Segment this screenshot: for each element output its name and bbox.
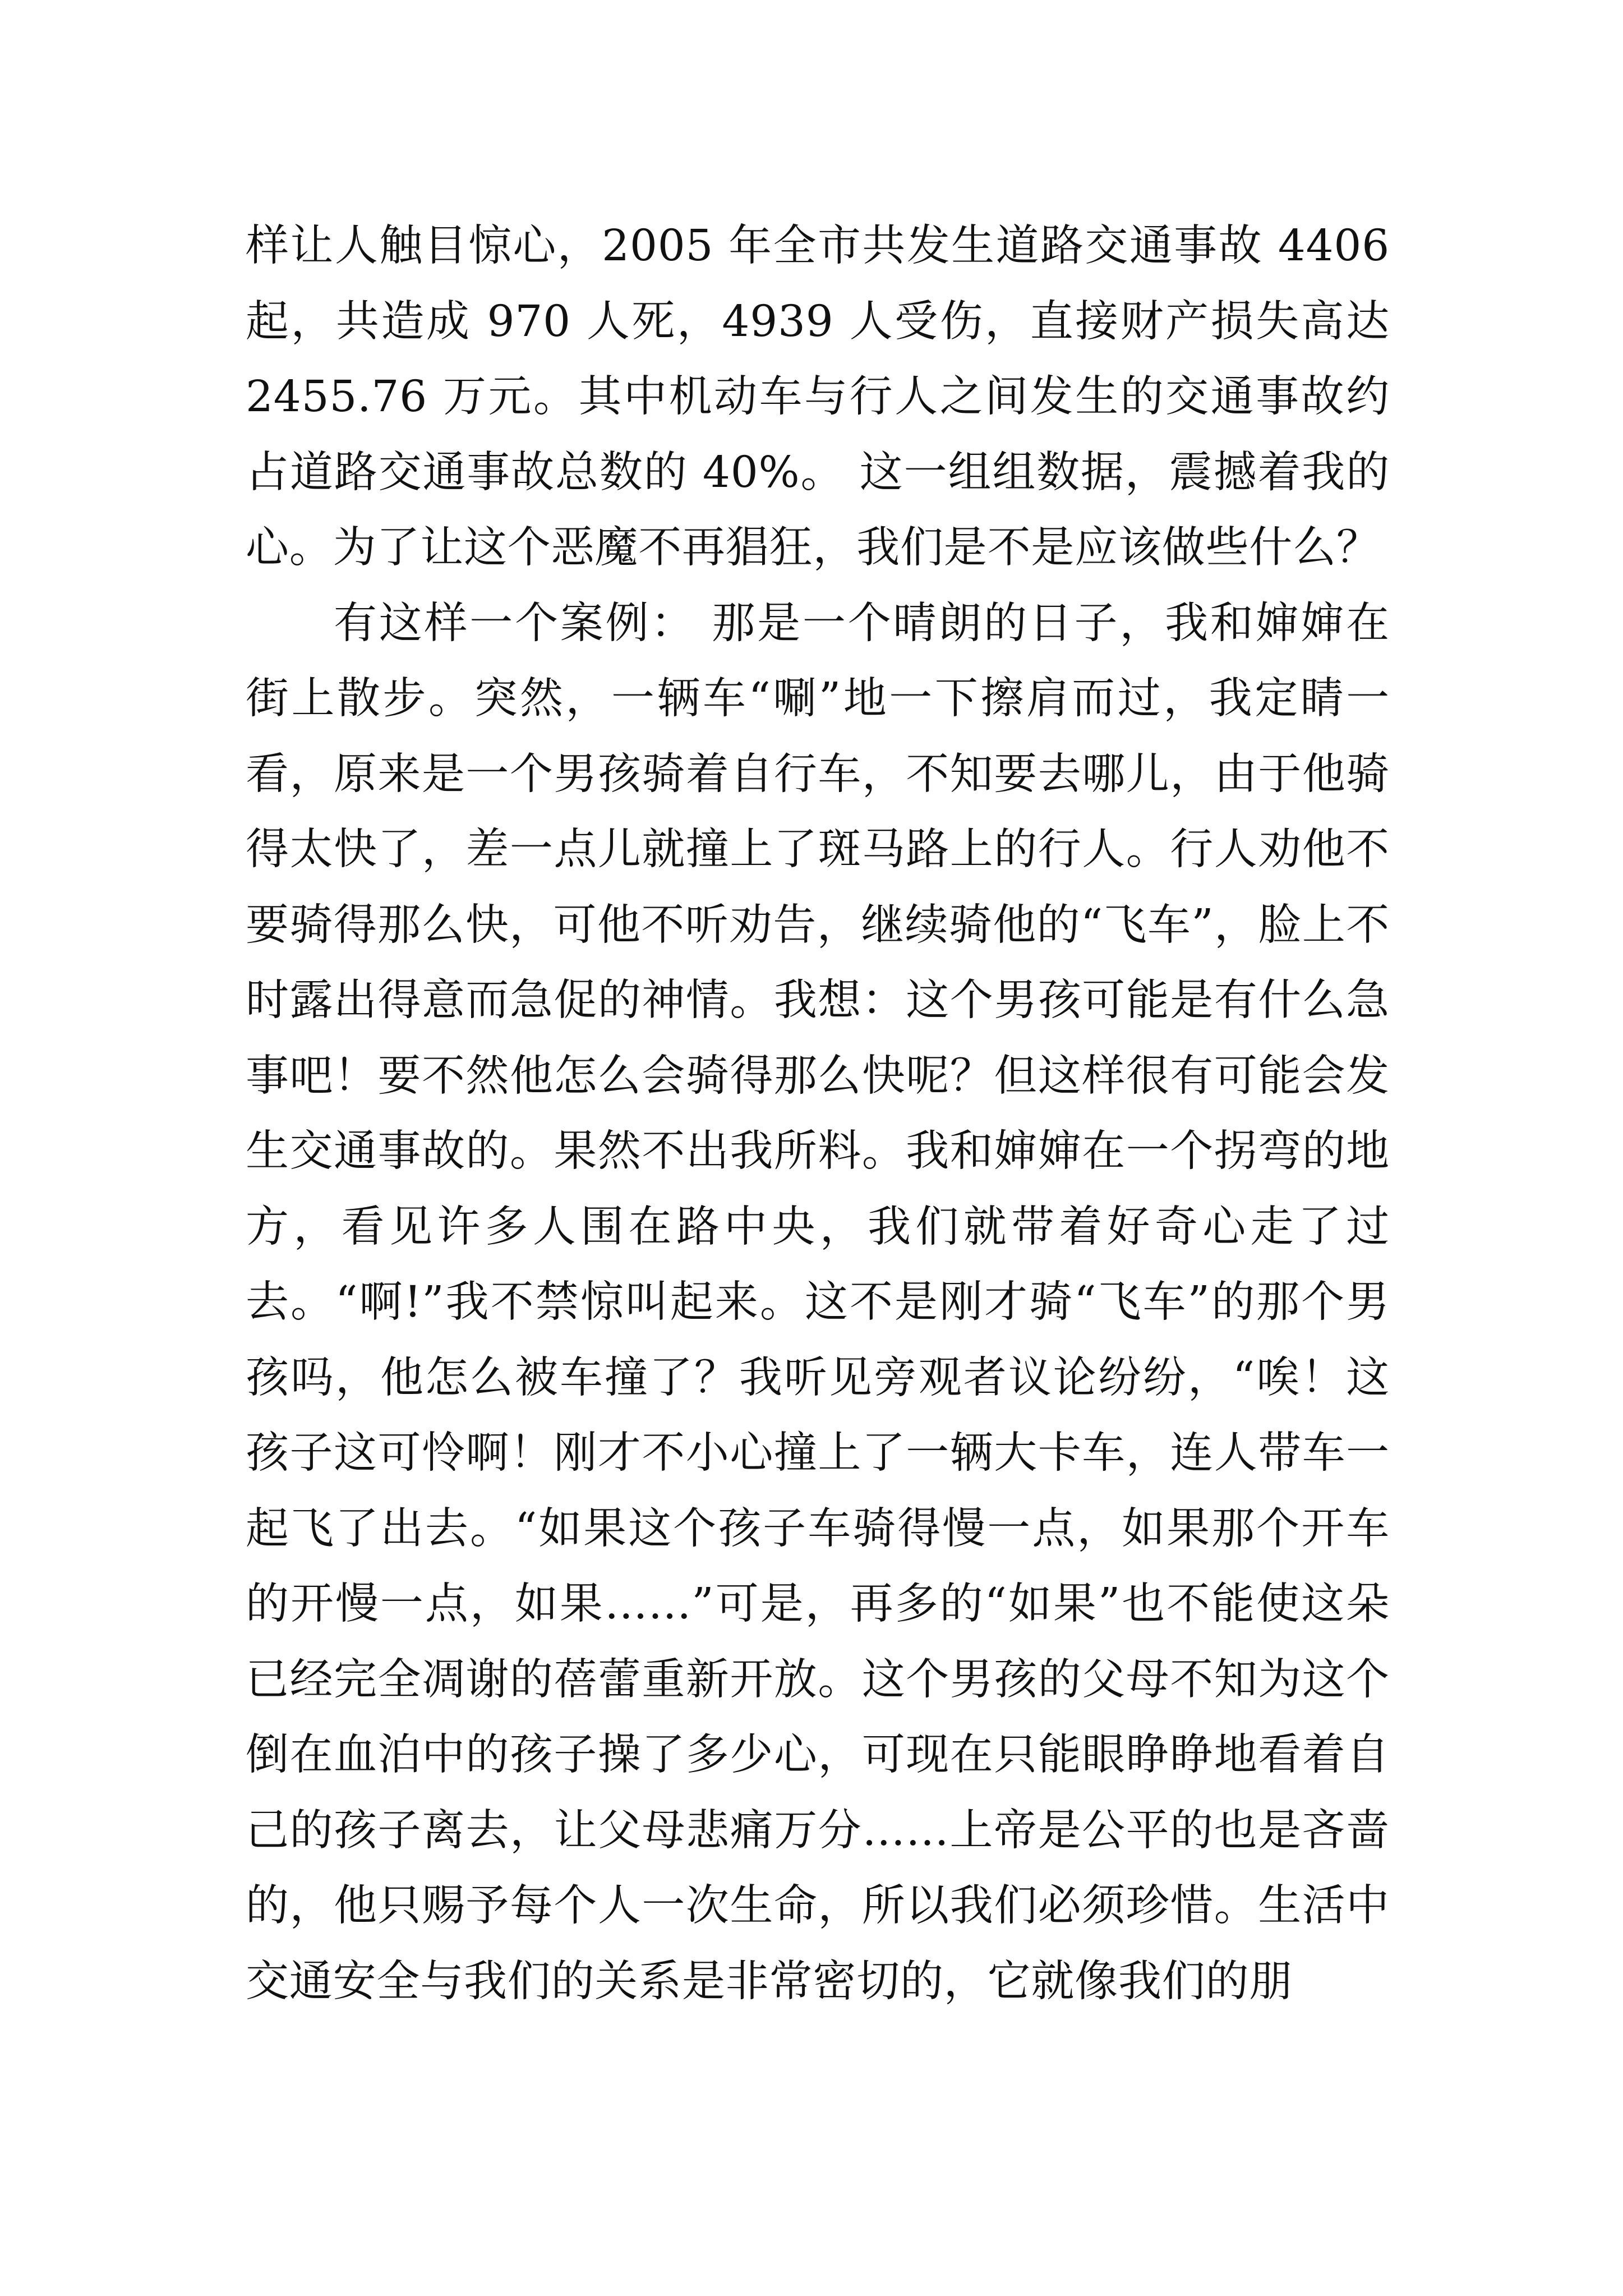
document-body — [246, 209, 1390, 2019]
paragraph-statistics: 样让人触目惊心，2005 年全市共发生道路交通事故 4406 起，共造成 970 人死，4939 人受伤，直接财产损失高达 2455.76 万元。其中机动车与行人之间发生的交通事故约占道路交通事故总数的 40%。 这一组组数据，震撼着我的心。为了让这个恶魔不再猖狂，我们是不是应该做些什么？ — [246, 221, 1390, 573]
paragraph-case-story: 有这样一个案例： 那是一个晴朗的日子，我和婶婶在街上散步。突然，一辆车“唰”地一下擦肩而过，我定睛一看，原来是一个男孩骑着自行车，不知要去哪儿，由于他骑得太快了，差一点儿就撞上了斑马路上的行人。行人劝他不要骑得那么快，可他不听劝告，继续骑他的“飞车”，脸上不时露出得意而急促的神情。我想：这个男孩可能是有什么急事吧！要不然他怎么会骑得那么快呢？但这样很有可能会发生交通事故的。果然不出我所料。我和婶婶在一个拐弯的地方，看见许多人围在路中央，我们就带着好奇心走了过去。“啊!”我不禁惊叫起来。这不是刚才骑“飞车”的那个男孩吗，他怎么被车撞了？我听见旁观者议论纷纷，“唉！这孩子这可怜啊！刚才不小心撞上了一辆大卡车，连人带车一起飞了出去。“如果这个孩子车骑得慢一点，如果那个开车的开慢一点，如果……”可是，再多的“如果”也不能使这朵已经完全凋谢的蓓蕾重新开放。这个男孩的父母不知为这个倒在血泊中的孩子操了多少心，可现在只能眼睁睁地看着自己的孩子离去，让父母悲痛万分……上帝是公平的也是吝啬的，他只赐予每个人一次生命，所以我们必须珍惜。生活中交通安全与我们的关系是非常密切的，它就像我们的朋 — [246, 598, 1390, 2007]
